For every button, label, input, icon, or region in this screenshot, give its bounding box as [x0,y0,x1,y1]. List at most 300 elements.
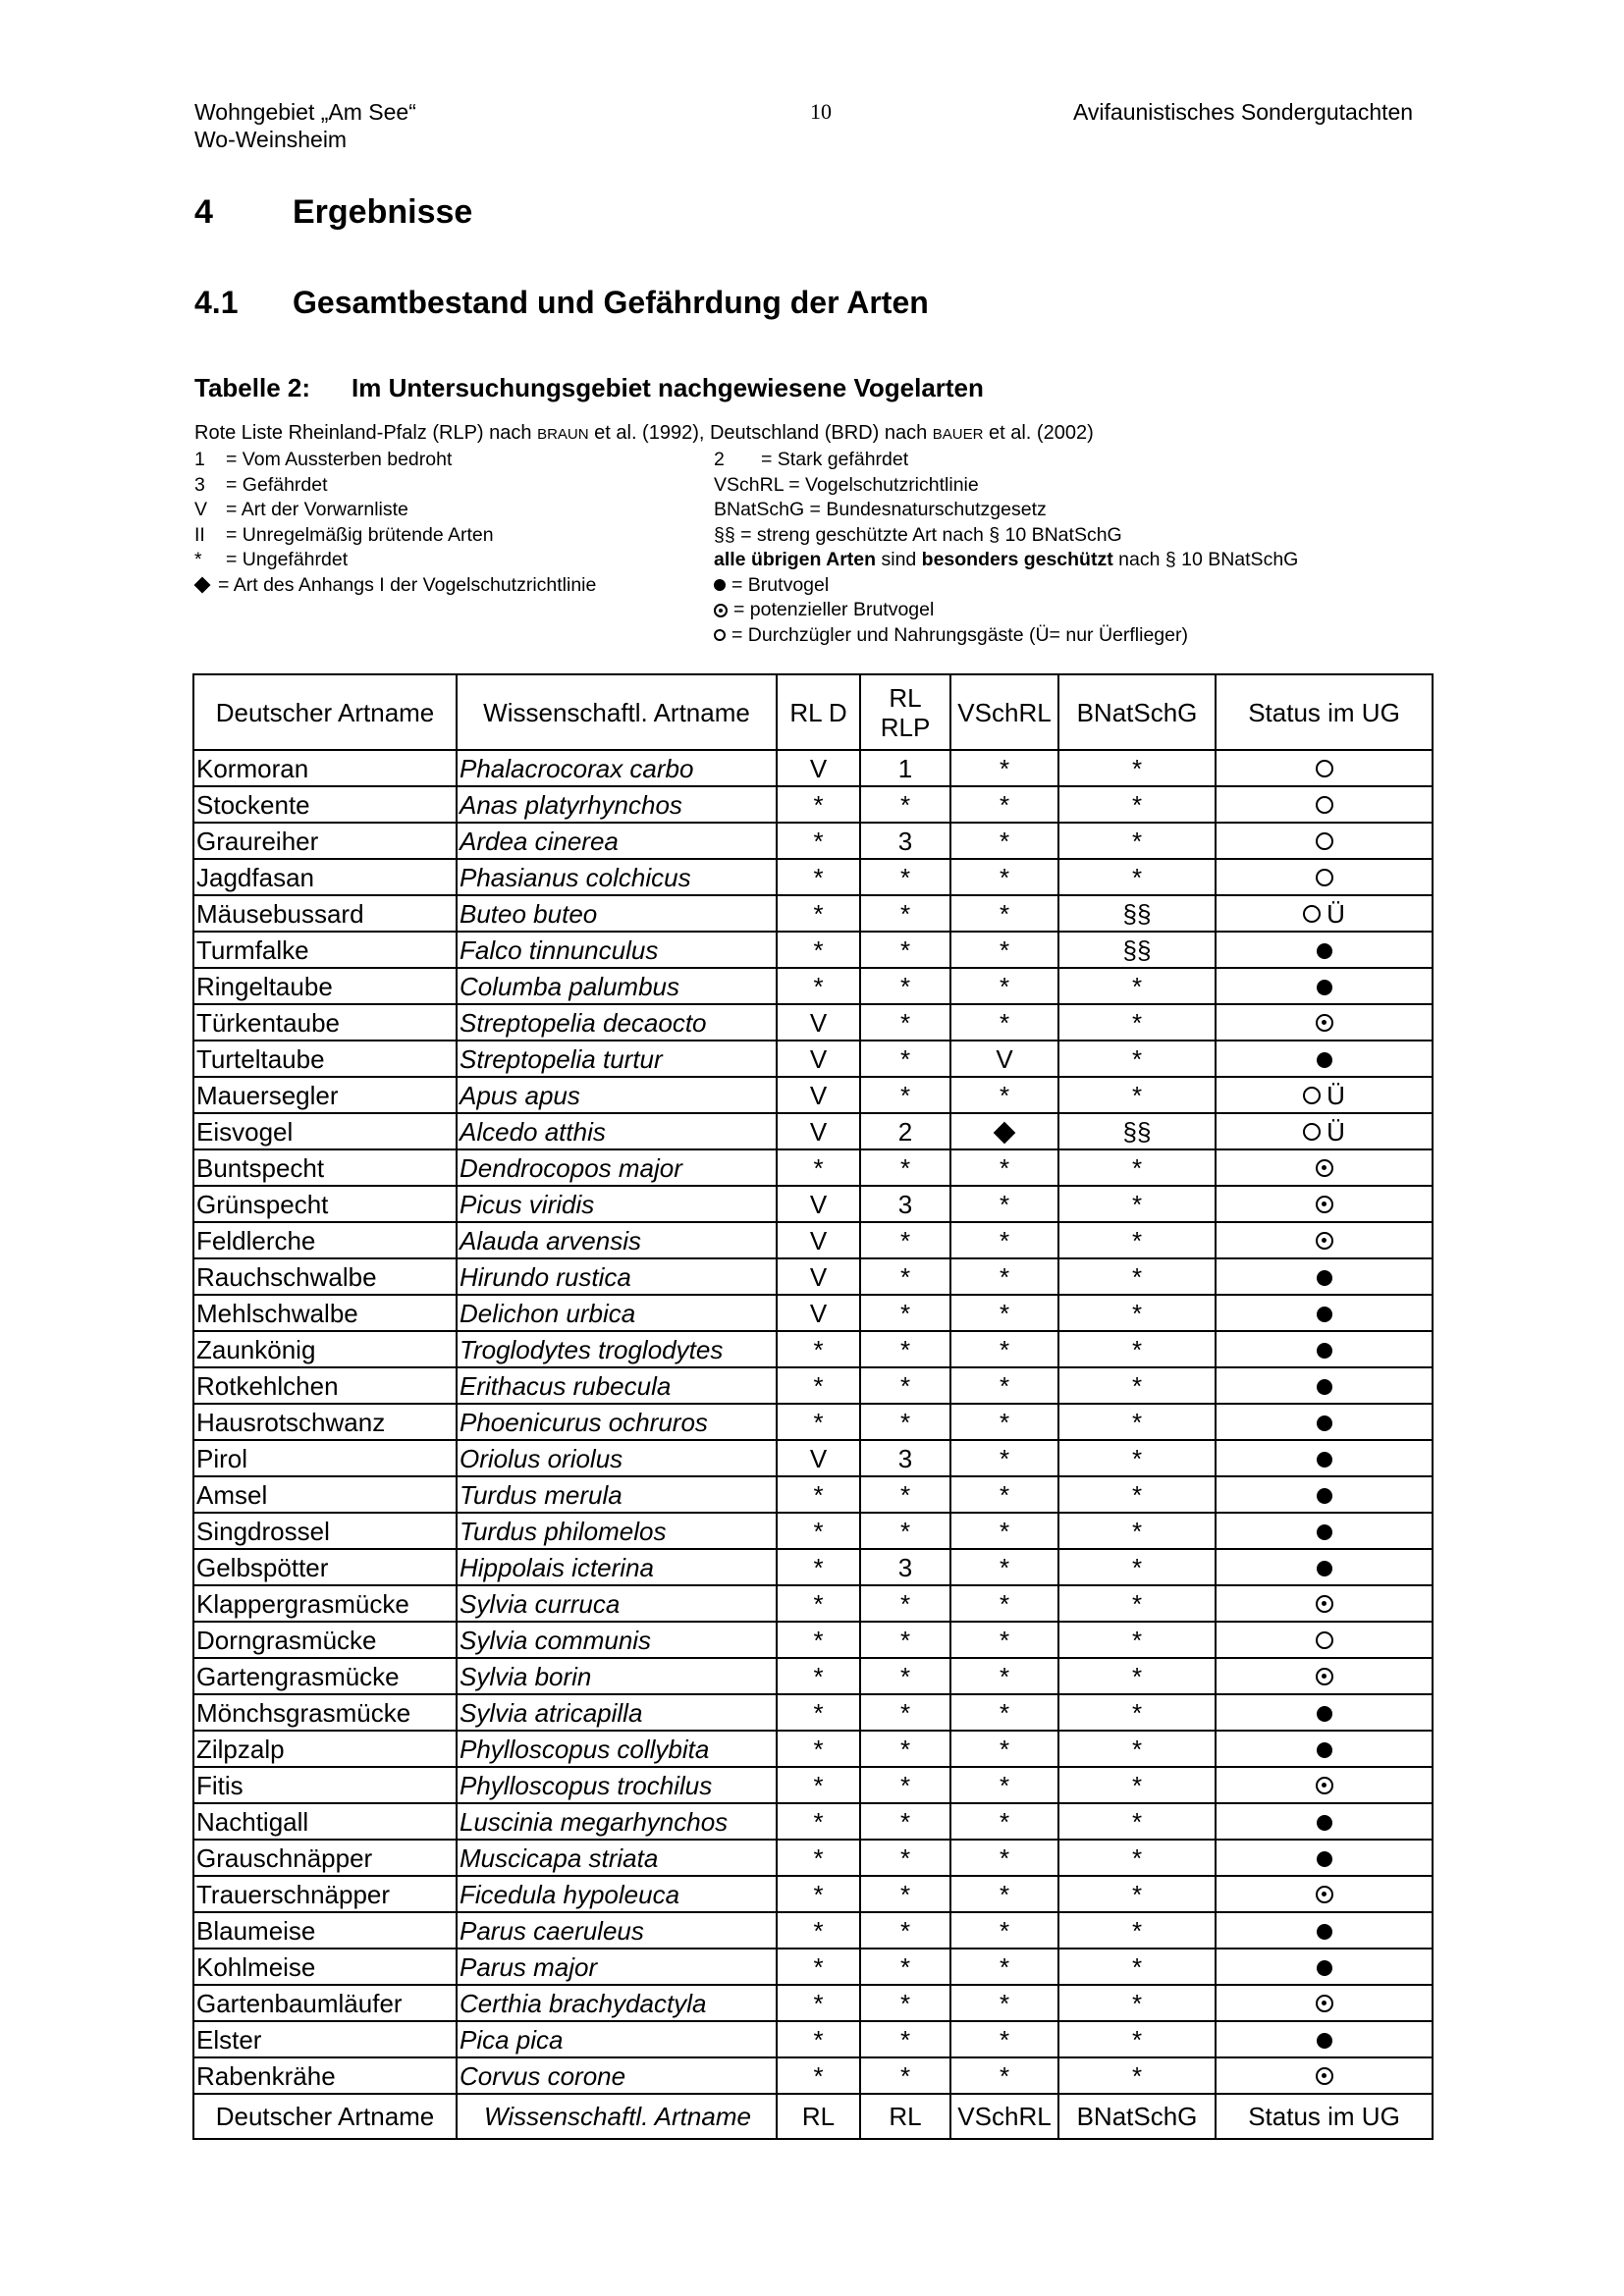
status-symbol [1317,1706,1332,1722]
scientific-name: Luscinia megarhynchos [457,1803,777,1840]
status-cell [1216,1731,1433,1767]
filled-circle-icon [1317,1307,1332,1322]
table-row [193,1404,1433,1440]
table-row [193,786,1433,823]
bnatschg-value: * [1058,1476,1216,1513]
rl-d-value: * [777,1149,860,1186]
bnatschg-value: §§ [1058,1113,1216,1149]
dotted-circle-icon [1316,2067,1333,2085]
scientific-name: Sylvia communis [457,1622,777,1658]
status-symbol [1317,1415,1332,1431]
rl-rlp-value: * [860,1585,950,1622]
col-header-rlrlp-1: RL [889,682,922,713]
vschrl-value: * [950,1585,1058,1622]
subsection-title: Gesamtbestand und Gefährdung der Arten [293,285,929,320]
filled-circle-icon [1317,1343,1332,1359]
legend-text: = potenzieller Brutvogel [733,599,935,620]
legend-protection-note [714,548,1298,573]
footer-name: Deutscher Artname [193,2094,457,2139]
filled-circle-icon [1317,2033,1332,2049]
vschrl-value: * [950,1803,1058,1840]
scientific-name: Dendrocopos major [457,1149,777,1186]
table-row [193,1258,1433,1295]
species-name: Dorngrasmücke [193,1622,457,1658]
species-name: Elster [193,2021,457,2057]
status-symbol [1316,1595,1333,1613]
table-row [193,1912,1433,1949]
rl-rlp-value: * [860,1331,950,1367]
legend-intro-part: Rote Liste Rheinland-Pfalz (RLP) nach [194,422,538,444]
bnatschg-value: * [1058,859,1216,895]
legend-left [194,448,596,598]
diamond-icon [194,577,211,594]
table-row [193,1767,1433,1803]
table-row [193,823,1433,859]
status-cell [1216,2021,1433,2057]
bnatschg-value: * [1058,1694,1216,1731]
legend-text: = Stark gefährdet [761,449,909,470]
status-cell [1216,895,1433,932]
bnatschg-value: * [1058,1295,1216,1331]
status-cell [1216,1840,1433,1876]
rl-rlp-value: * [860,1041,950,1077]
rl-d-value: * [777,1694,860,1731]
ueberflieger-mark: Ü [1326,1116,1345,1147]
rl-d-value: * [777,859,860,895]
status-symbol [1317,1524,1332,1540]
table-row [193,1367,1433,1404]
status-symbol [1317,1343,1332,1359]
vschrl-value: * [950,1985,1058,2021]
table-row [193,1149,1433,1186]
vschrl-value: * [950,2021,1058,2057]
vschrl-value: * [950,1622,1058,1658]
legend-key: 3 [194,473,205,496]
table-row [193,1876,1433,1912]
scientific-name: Sylvia atricapilla [457,1694,777,1731]
vschrl-value: * [950,1149,1058,1186]
rl-rlp-value: * [860,1622,950,1658]
rl-rlp-value: * [860,1731,950,1767]
scientific-name: Streptopelia decaocto [457,1004,777,1041]
rl-rlp-value: * [860,1004,950,1041]
bnatschg-value: * [1058,2021,1216,2057]
bird-species-table [192,673,1434,2140]
bnatschg-value: §§ [1058,932,1216,968]
vschrl-value: * [950,1876,1058,1912]
status-cell [1216,1367,1433,1404]
species-name: Rotkehlchen [193,1367,457,1404]
scientific-name: Turdus merula [457,1476,777,1513]
rl-d-value: V [777,1440,860,1476]
rl-rlp-value: * [860,2021,950,2057]
scientific-name: Certhia brachydactyla [457,1985,777,2021]
col-header-rlrlp-2: RLP [880,712,931,742]
page-number: 10 [810,99,832,124]
open-circle-icon [1316,796,1333,814]
status-symbol [1316,760,1333,777]
dotted-circle-icon [1316,1014,1333,1032]
legend-item-diamond [194,573,596,599]
filled-circle-icon [1317,980,1332,995]
bnatschg-value: * [1058,2057,1216,2094]
rl-rlp-value: * [860,1404,950,1440]
vschrl-value: * [950,1949,1058,1985]
species-name: Mauersegler [193,1077,457,1113]
scientific-name: Picus viridis [457,1186,777,1222]
rl-d-value: * [777,968,860,1004]
filled-circle-icon [714,579,726,591]
legend-item-guest [714,623,1298,649]
vschrl-value: * [950,859,1058,895]
legend-right [714,448,1298,648]
footer-vschrl: VSchRL [950,2094,1058,2139]
legend-key: 2 [714,449,725,470]
rl-rlp-value: 3 [860,1440,950,1476]
status-symbol [1317,980,1332,995]
footer-bnatschg: BNatSchG [1058,2094,1216,2139]
author-braun: BRAUN [537,426,589,443]
bnatschg-value: * [1058,1876,1216,1912]
scientific-name: Anas platyrhynchos [457,786,777,823]
section-number: 4 [194,193,213,231]
dotted-circle-icon [1316,1159,1333,1177]
vschrl-value: * [950,932,1058,968]
rl-d-value: * [777,1476,860,1513]
dotted-circle-icon [1316,1232,1333,1250]
bnatschg-value: * [1058,1222,1216,1258]
status-cell [1216,859,1433,895]
status-cell [1216,1295,1433,1331]
open-circle-icon [1316,760,1333,777]
open-circle-icon [1303,905,1321,923]
rl-rlp-value: * [860,1476,950,1513]
rl-d-value: * [777,1622,860,1658]
status-symbol [1317,1270,1332,1286]
species-name: Turteltaube [193,1041,457,1077]
status-symbol [1316,1995,1333,2012]
status-symbol [1317,1960,1332,1976]
legend-item-potential [714,598,1298,623]
status-cell [1216,1949,1433,1985]
status-symbol [1316,1777,1333,1794]
status-symbol [1317,1452,1332,1468]
status-cell [1216,1622,1433,1658]
table-row [193,750,1433,786]
species-name: Gartenbaumläufer [193,1985,457,2021]
legend-bold: besonders geschützt [921,549,1113,570]
status-symbol [1316,1196,1333,1213]
bnatschg-value: * [1058,1513,1216,1549]
status-symbol [1303,1115,1345,1148]
scientific-name: Sylvia borin [457,1658,777,1694]
bnatschg-value: * [1058,1331,1216,1367]
rl-d-value: * [777,1549,860,1585]
table-row [193,1549,1433,1585]
rl-d-value: * [777,1658,860,1694]
bnatschg-value: * [1058,823,1216,859]
scientific-name: Parus major [457,1949,777,1985]
rl-d-value: * [777,2021,860,2057]
status-cell [1216,1041,1433,1077]
bnatschg-value: * [1058,1803,1216,1840]
species-name: Stockente [193,786,457,823]
table-row [193,2021,1433,2057]
rl-rlp-value: * [860,1840,950,1876]
vschrl-value: * [950,1549,1058,1585]
rl-d-value: * [777,1949,860,1985]
legend-intro [194,422,1094,445]
col-header-name: Deutscher Artname [193,674,457,750]
rl-rlp-value: * [860,1222,950,1258]
rl-d-value: * [777,1585,860,1622]
scientific-name: Hippolais icterina [457,1549,777,1585]
status-cell [1216,1222,1433,1258]
scientific-name: Buteo buteo [457,895,777,932]
legend-text: = Vom Aussterben bedroht [226,449,453,470]
footer-rld: RL [777,2094,860,2139]
rl-rlp-value: 1 [860,750,950,786]
vschrl-value: * [950,1658,1058,1694]
rl-d-value: * [777,1513,860,1549]
legend-text: nach § 10 BNatSchG [1112,549,1299,570]
status-cell [1216,750,1433,786]
scientific-name: Corvus corone [457,2057,777,2094]
table-caption-label: Tabelle 2: [194,373,311,402]
subsection-heading [194,285,929,321]
vschrl-value: * [950,1331,1058,1367]
status-cell [1216,968,1433,1004]
vschrl-value: * [950,1367,1058,1404]
legend-item [194,498,596,523]
status-cell [1216,932,1433,968]
status-symbol [1303,897,1345,931]
filled-circle-icon [1317,1488,1332,1504]
ueberflieger-mark: Ü [1326,1080,1345,1110]
rl-d-value: * [777,1803,860,1840]
vschrl-value: * [950,1476,1058,1513]
table-row [193,968,1433,1004]
rl-d-value: V [777,1258,860,1295]
header-left [194,98,416,153]
rl-d-value: V [777,1186,860,1222]
species-name: Hausrotschwanz [193,1404,457,1440]
table-caption [194,373,984,403]
rl-d-value: * [777,895,860,932]
rl-rlp-value: * [860,932,950,968]
species-name: Mehlschwalbe [193,1295,457,1331]
vschrl-value: * [950,895,1058,932]
open-circle-icon [1316,1631,1333,1649]
dotted-circle-icon [1316,1595,1333,1613]
vschrl-value: * [950,1912,1058,1949]
status-symbol [1316,2067,1333,2085]
vschrl-value: * [950,1004,1058,1041]
filled-circle-icon [1317,1452,1332,1468]
table-row [193,1803,1433,1840]
status-cell [1216,1004,1433,1041]
bnatschg-value: * [1058,750,1216,786]
rl-rlp-value: 2 [860,1113,950,1149]
vschrl-value: * [950,1077,1058,1113]
rl-d-value: * [777,1404,860,1440]
status-cell [1216,1767,1433,1803]
bnatschg-value: * [1058,1985,1216,2021]
filled-circle-icon [1317,1742,1332,1758]
bnatschg-value: * [1058,1840,1216,1876]
status-symbol [1317,943,1332,959]
status-symbol [1317,1052,1332,1068]
table-row [193,1840,1433,1876]
vschrl-value: * [950,750,1058,786]
status-cell [1216,1694,1433,1731]
legend-item-brutvogel [714,573,1298,599]
species-name: Mönchsgrasmücke [193,1694,457,1731]
legend-key: 1 [194,449,205,470]
vschrl-value: * [950,1222,1058,1258]
legend-text: = Gefährdet [226,473,328,496]
rl-rlp-value: * [860,1295,950,1331]
scientific-name: Phasianus colchicus [457,859,777,895]
table-row [193,1295,1433,1331]
status-symbol [1317,2033,1332,2049]
scientific-name: Ficedula hypoleuca [457,1876,777,1912]
legend-key: V [194,499,208,520]
status-cell [1216,1912,1433,1949]
col-header-bnatschg: BNatSchG [1058,674,1216,750]
col-header-rlrlp [860,674,950,750]
bnatschg-value: * [1058,786,1216,823]
section-title: Ergebnisse [293,193,473,231]
rl-rlp-value: * [860,1658,950,1694]
open-circle-icon [1303,1087,1321,1104]
legend-line: VSchRL = Vogelschutzrichtlinie [714,473,979,496]
status-cell [1216,1513,1433,1549]
scientific-name: Alauda arvensis [457,1222,777,1258]
rl-rlp-value: * [860,1912,950,1949]
open-circle-icon [714,629,726,641]
scientific-name: Pica pica [457,2021,777,2057]
species-name: Turmfalke [193,932,457,968]
table-row [193,1077,1433,1113]
bnatschg-value: * [1058,1041,1216,1077]
status-cell [1216,1258,1433,1295]
scientific-name: Parus caeruleus [457,1912,777,1949]
legend-line: BNatSchG = Bundesnaturschutzgesetz [714,499,1047,520]
rl-rlp-value: 3 [860,1549,950,1585]
table-row [193,1186,1433,1222]
status-symbol [1316,1631,1333,1649]
species-name: Blaumeise [193,1912,457,1949]
dotted-circle-icon [1316,1668,1333,1685]
table-row [193,1222,1433,1258]
status-symbol [1316,1014,1333,1032]
rl-d-value: V [777,750,860,786]
table-row [193,1585,1433,1622]
status-symbol [1316,1668,1333,1685]
scientific-name: Streptopelia turtur [457,1041,777,1077]
status-symbol [1317,1561,1332,1576]
status-cell [1216,1803,1433,1840]
legend-text: sind [876,549,922,570]
legend-text: = Art des Anhangs I der Vogelschutzrichtlinie [218,573,597,596]
open-circle-icon [1316,869,1333,886]
table-row [193,895,1433,932]
filled-circle-icon [1317,1924,1332,1940]
diamond-icon [994,1121,1016,1144]
status-cell [1216,1149,1433,1186]
filled-circle-icon [1317,1524,1332,1540]
species-name: Gelbspötter [193,1549,457,1585]
rl-rlp-value: * [860,1949,950,1985]
rl-d-value: * [777,1731,860,1767]
species-name: Pirol [193,1440,457,1476]
table-row [193,1985,1433,2021]
vschrl-value: * [950,2057,1058,2094]
rl-rlp-value: * [860,2057,950,2094]
rl-rlp-value: * [860,786,950,823]
scientific-name: Muscicapa striata [457,1840,777,1876]
header-report-title: Avifaunistisches Sondergutachten [1073,99,1414,125]
species-name: Ringeltaube [193,968,457,1004]
table-row [193,1331,1433,1367]
section-heading [194,193,472,232]
bnatschg-value: * [1058,1440,1216,1476]
dotted-circle-icon [714,604,728,617]
status-cell [1216,1331,1433,1367]
status-cell [1216,1186,1433,1222]
vschrl-value: * [950,1440,1058,1476]
legend-bold: alle übrigen Arten [714,549,877,570]
scientific-name: Falco tinnunculus [457,932,777,968]
col-header-status: Status im UG [1216,674,1433,750]
species-name: Jagdfasan [193,859,457,895]
rl-d-value: V [777,1113,860,1149]
legend-item [194,548,596,573]
rl-d-value: * [777,1912,860,1949]
status-cell [1216,1985,1433,2021]
filled-circle-icon [1317,1851,1332,1867]
table-header-row [193,674,1433,750]
rl-d-value: V [777,1077,860,1113]
status-cell [1216,1077,1433,1113]
species-name: Amsel [193,1476,457,1513]
footer-rlrlp: RL [860,2094,950,2139]
species-name: Buntspecht [193,1149,457,1186]
table-row [193,1694,1433,1731]
status-cell [1216,823,1433,859]
status-symbol [1316,1886,1333,1903]
legend-key: * [194,549,202,570]
filled-circle-icon [1317,943,1332,959]
col-header-sci: Wissenschaftl. Artname [457,674,777,750]
vschrl-value: * [950,1513,1058,1549]
vschrl-value: * [950,1258,1058,1295]
subsection-number: 4.1 [194,285,239,320]
rl-d-value: * [777,1767,860,1803]
table-row [193,1622,1433,1658]
species-name: Graureiher [193,823,457,859]
status-cell [1216,1876,1433,1912]
bnatschg-value: * [1058,1912,1216,1949]
status-symbol [1317,1924,1332,1940]
status-symbol [1316,1232,1333,1250]
header-location: Wo-Weinsheim [194,127,348,152]
legend-line: §§ = streng geschützte Art nach § 10 BNatSchG [714,523,1122,546]
author-bauer: BAUER [932,426,984,443]
filled-circle-icon [1317,1706,1332,1722]
rl-rlp-value: * [860,1077,950,1113]
